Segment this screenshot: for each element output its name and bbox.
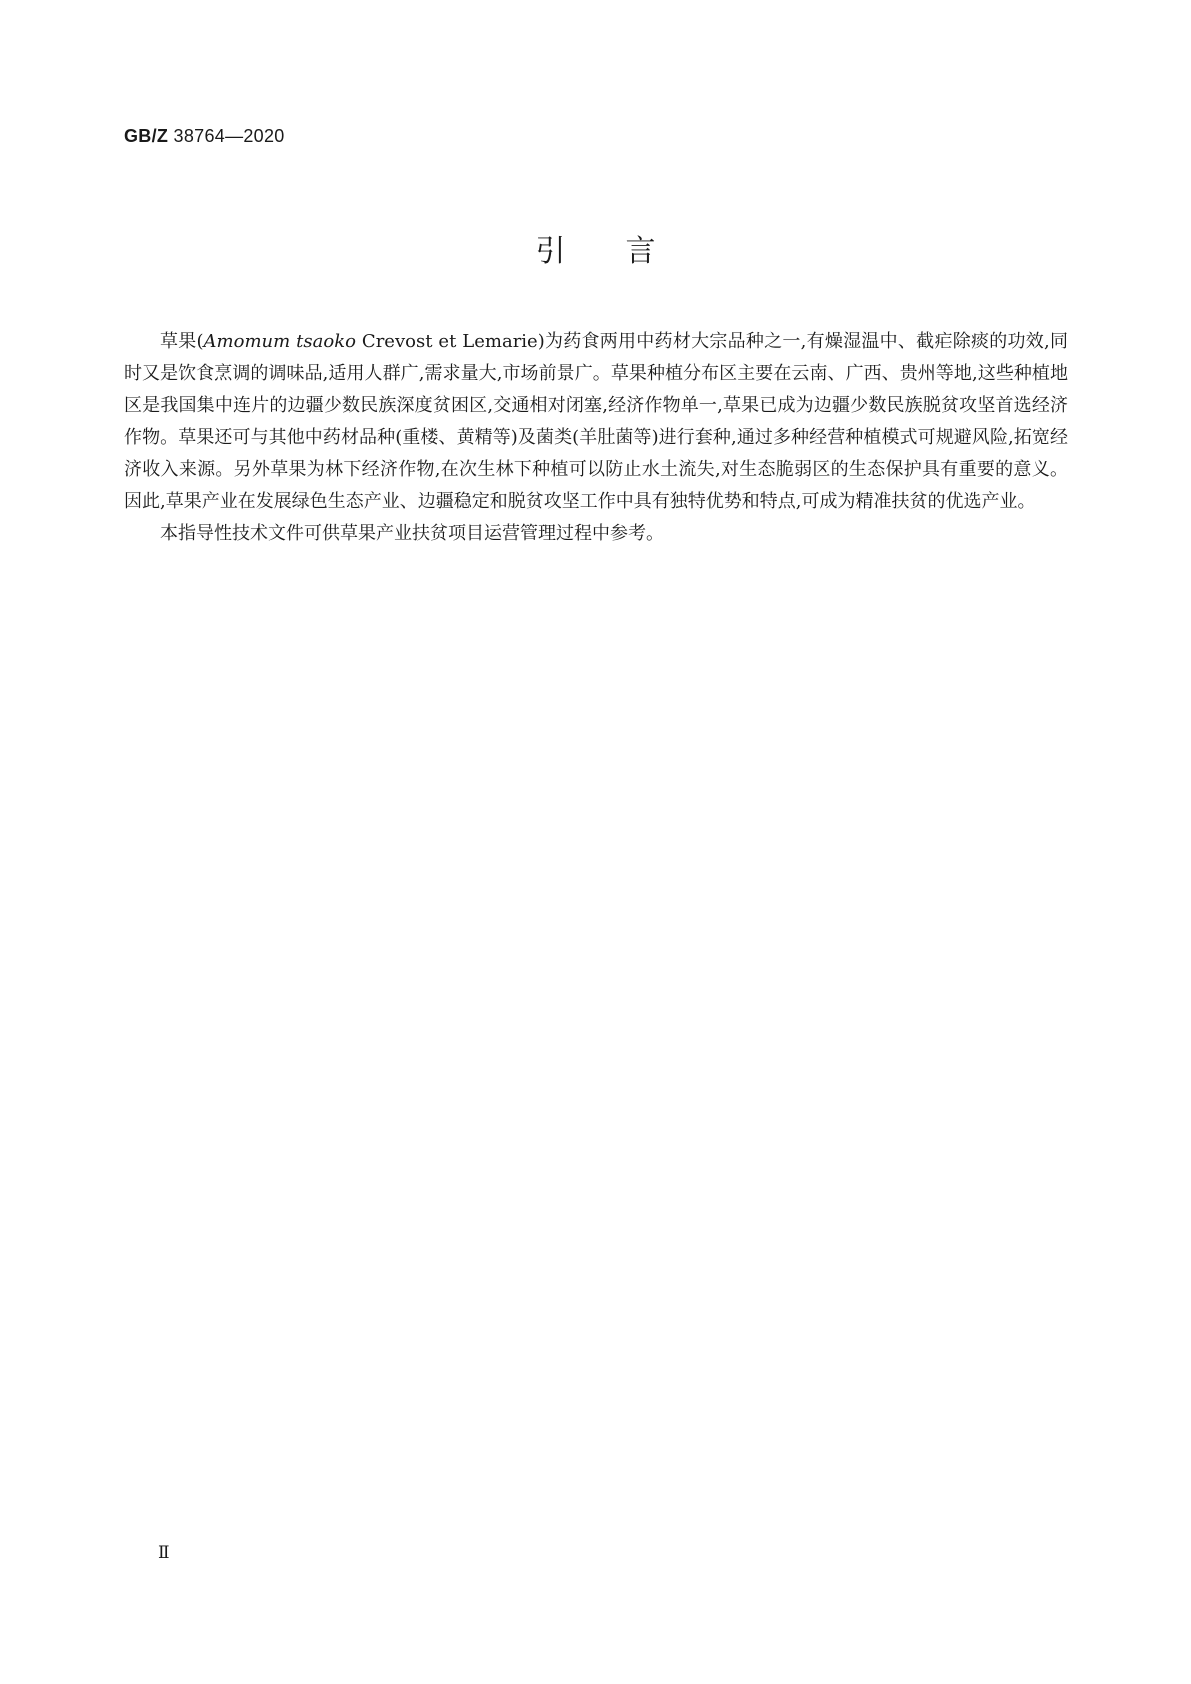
- latin-species-name: Amomum tsaoko: [203, 331, 356, 352]
- paragraph-1-rest: Crevost et Lemarie)为药食两用中药材大宗品种之一,有燥湿温中、截疟除痰的功效,同时又是饮食烹调的调味品,适用人群广,需求量大,市场前景广。草果种植分布区主要在云南、广西、贵州等地,这些种植地区是我国集中连片的边疆少数民族深度贫困区,交通相对闭塞,经济作物单一,草果已成为边疆少数民族脱贫攻坚首选经济作物。草果还可与其他中药材品种(重楼、黄精等)及菌类(羊肚菌等)进行套种,通过多种经营种植模式可规避风险,拓宽经济收入来源。另外草果为林下经济作物,在次生林下种植可以防止水土流失,对生态脆弱区的生态保护具有重要的意义。因此,草果产业在发展绿色生态产业、边疆稳定和脱贫攻坚工作中具有独特优势和特点,可成为精准扶贫的优选产业。: [124, 331, 1068, 512]
- standard-code-number: 38764—2020: [173, 126, 285, 146]
- page-title: 引言: [535, 234, 716, 269]
- paragraph-1: [124, 326, 1068, 518]
- standard-code-prefix: GB/Z: [124, 126, 169, 146]
- introduction-body: [124, 326, 1068, 550]
- paragraph-2: 本指导性技术文件可供草果产业扶贫项目运营管理过程中参考。: [160, 523, 664, 544]
- paragraph-1-lead: 草果(: [160, 331, 204, 352]
- page-number: Ⅱ: [158, 1543, 170, 1562]
- standard-code: [124, 126, 285, 147]
